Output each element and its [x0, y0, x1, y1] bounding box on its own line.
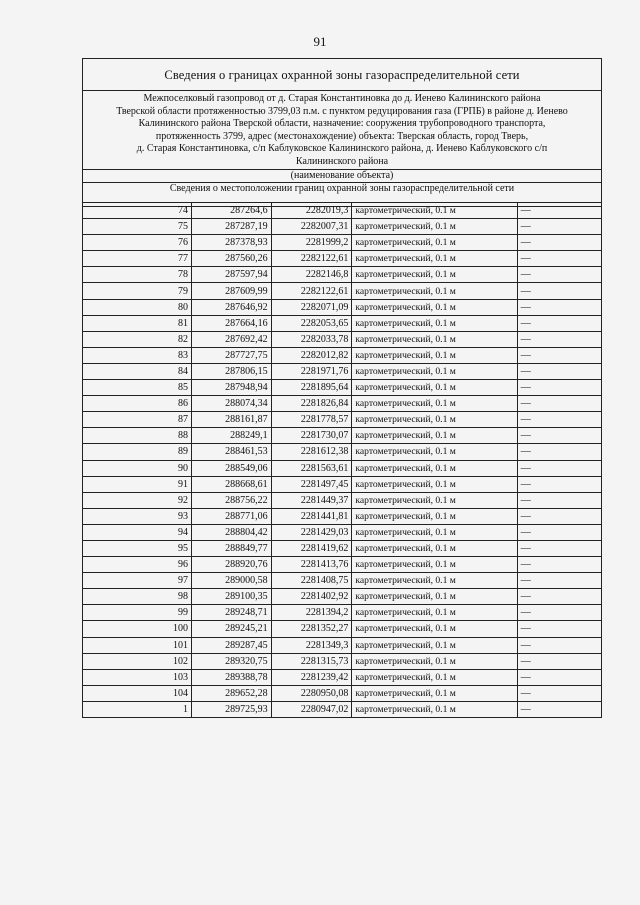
coord-y: 2281441,81 [271, 508, 352, 524]
coord-x: 287692,42 [192, 331, 272, 347]
point-number: 87 [83, 412, 192, 428]
method-cell: картометрический, 0.1 м [352, 219, 517, 235]
table-row [83, 460, 602, 476]
method-cell: картометрический, 0.1 м [352, 283, 517, 299]
coord-y: 2282033,78 [271, 331, 352, 347]
description-cell: — [517, 444, 601, 460]
coord-y: 2281239,42 [271, 669, 352, 685]
table-row [83, 347, 602, 363]
point-number: 101 [83, 637, 192, 653]
point-number: 84 [83, 363, 192, 379]
table-row [83, 476, 602, 492]
table-row [83, 428, 602, 444]
description-cell: — [517, 412, 601, 428]
object-caption: (наименование объекта) [83, 170, 601, 183]
description-cell: — [517, 573, 601, 589]
coord-x: 288249,1 [192, 428, 272, 444]
table-row [83, 267, 602, 283]
method-cell: картометрический, 0.1 м [352, 299, 517, 315]
method-cell: картометрический, 0.1 м [352, 540, 517, 556]
table-row [83, 283, 602, 299]
table-row [83, 251, 602, 267]
method-cell: картометрический, 0.1 м [352, 557, 517, 573]
coord-y: 2281895,64 [271, 380, 352, 396]
method-cell: картометрический, 0.1 м [352, 428, 517, 444]
object-line: Межпоселковый газопровод от д. Старая Константиновка до д. Иенево Калининского района [143, 93, 541, 104]
coord-y: 2282019,3 [271, 203, 352, 219]
description-cell: — [517, 331, 601, 347]
method-cell: картометрический, 0.1 м [352, 235, 517, 251]
coord-x: 287597,94 [192, 267, 272, 283]
table-row [83, 363, 602, 379]
point-number: 104 [83, 685, 192, 701]
description-cell: — [517, 492, 601, 508]
coord-y: 2281429,03 [271, 524, 352, 540]
method-cell: картометрический, 0.1 м [352, 460, 517, 476]
method-cell: картометрический, 0.1 м [352, 444, 517, 460]
table-row [83, 557, 602, 573]
section-heading: Сведения о местоположении границ охранной зоны газораспределительной сети [83, 183, 601, 207]
point-number: 83 [83, 347, 192, 363]
coord-x: 289287,45 [192, 637, 272, 653]
table-row [83, 396, 602, 412]
table-row [83, 685, 602, 701]
table-row [83, 653, 602, 669]
description-cell: — [517, 363, 601, 379]
coord-y: 2282007,31 [271, 219, 352, 235]
coord-x: 289652,28 [192, 685, 272, 701]
point-number: 93 [83, 508, 192, 524]
description-cell: — [517, 219, 601, 235]
coord-y: 2281449,37 [271, 492, 352, 508]
table-row [83, 508, 602, 524]
method-cell: картометрический, 0.1 м [352, 685, 517, 701]
coord-x: 289388,78 [192, 669, 272, 685]
table-row [83, 669, 602, 685]
point-number: 102 [83, 653, 192, 669]
point-number: 79 [83, 283, 192, 299]
coord-y: 2281352,27 [271, 621, 352, 637]
description-cell: — [517, 508, 601, 524]
method-cell: картометрический, 0.1 м [352, 315, 517, 331]
description-cell: — [517, 203, 601, 219]
coord-x: 287806,15 [192, 363, 272, 379]
coord-x: 287264,6 [192, 203, 272, 219]
point-number: 94 [83, 524, 192, 540]
page-number: 91 [313, 34, 327, 49]
method-cell: картометрический, 0.1 м [352, 492, 517, 508]
coord-x: 289000,58 [192, 573, 272, 589]
coord-y: 2281778,57 [271, 412, 352, 428]
table-row [83, 315, 602, 331]
coord-y: 2282012,82 [271, 347, 352, 363]
table-row [83, 412, 602, 428]
point-number: 92 [83, 492, 192, 508]
description-cell: — [517, 396, 601, 412]
point-number: 78 [83, 267, 192, 283]
coord-x: 288461,53 [192, 444, 272, 460]
description-cell: — [517, 251, 601, 267]
coord-x: 287727,75 [192, 347, 272, 363]
description-cell: — [517, 428, 601, 444]
table-row [83, 235, 602, 251]
point-number: 86 [83, 396, 192, 412]
coord-y: 2280947,02 [271, 701, 352, 717]
coord-x: 288849,77 [192, 540, 272, 556]
method-cell: картометрический, 0.1 м [352, 380, 517, 396]
coord-y: 2282122,61 [271, 283, 352, 299]
coord-x: 288549,06 [192, 460, 272, 476]
table-row [83, 605, 602, 621]
table-row [83, 540, 602, 556]
method-cell: картометрический, 0.1 м [352, 589, 517, 605]
coord-x: 288074,34 [192, 396, 272, 412]
description-cell: — [517, 315, 601, 331]
coord-y: 2281612,38 [271, 444, 352, 460]
table-row [83, 492, 602, 508]
coord-y: 2281349,3 [271, 637, 352, 653]
table-row [83, 637, 602, 653]
coord-y: 2281730,07 [271, 428, 352, 444]
coord-y: 2282071,09 [271, 299, 352, 315]
table-row [83, 589, 602, 605]
coord-y: 2282122,61 [271, 251, 352, 267]
description-cell: — [517, 685, 601, 701]
coord-x: 288920,76 [192, 557, 272, 573]
point-number: 96 [83, 557, 192, 573]
method-cell: картометрический, 0.1 м [352, 669, 517, 685]
method-cell: картометрический, 0.1 м [352, 508, 517, 524]
description-cell: — [517, 605, 601, 621]
point-number: 95 [83, 540, 192, 556]
method-cell: картометрический, 0.1 м [352, 412, 517, 428]
table-row [83, 331, 602, 347]
description-cell: — [517, 637, 601, 653]
method-cell: картометрический, 0.1 м [352, 363, 517, 379]
point-number: 99 [83, 605, 192, 621]
coord-x: 288668,61 [192, 476, 272, 492]
coord-x: 287664,16 [192, 315, 272, 331]
description-cell: — [517, 701, 601, 717]
coord-x: 287948,94 [192, 380, 272, 396]
point-number: 81 [83, 315, 192, 331]
coord-x: 287646,92 [192, 299, 272, 315]
coord-y: 2282053,65 [271, 315, 352, 331]
coord-x: 289725,93 [192, 701, 272, 717]
description-cell: — [517, 460, 601, 476]
method-cell: картометрический, 0.1 м [352, 573, 517, 589]
coord-x: 287287,19 [192, 219, 272, 235]
point-number: 103 [83, 669, 192, 685]
method-cell: картометрический, 0.1 м [352, 653, 517, 669]
point-number: 75 [83, 219, 192, 235]
coord-y: 2281971,76 [271, 363, 352, 379]
description-cell: — [517, 589, 601, 605]
point-number: 97 [83, 573, 192, 589]
description-cell: — [517, 476, 601, 492]
table-row [83, 203, 602, 219]
coord-y: 2281315,73 [271, 653, 352, 669]
object-line: протяженность 3799, адрес (местонахождение) объекта: Тверская область, город Тверь, [155, 130, 529, 142]
point-number: 90 [83, 460, 192, 476]
coord-y: 2280950,08 [271, 685, 352, 701]
point-number: 89 [83, 444, 192, 460]
point-number: 88 [83, 428, 192, 444]
point-number: 80 [83, 299, 192, 315]
table-row [83, 444, 602, 460]
description-cell: — [517, 557, 601, 573]
description-cell: — [517, 653, 601, 669]
document-title: Сведения о границах охранной зоны газораспределительной сети [83, 59, 601, 91]
coord-x: 289100,35 [192, 589, 272, 605]
method-cell: картометрический, 0.1 м [352, 621, 517, 637]
coord-x: 287560,26 [192, 251, 272, 267]
point-number: 76 [83, 235, 192, 251]
coord-x: 288756,22 [192, 492, 272, 508]
object-line: д. Старая Константиновка, с/п Каблуковское Калининского района, д. Иенево Каблуковского с/п [136, 143, 548, 154]
method-cell: картометрический, 0.1 м [352, 331, 517, 347]
description-cell: — [517, 540, 601, 556]
description-cell: — [517, 380, 601, 396]
coord-y: 2281419,62 [271, 540, 352, 556]
coord-y: 2281413,76 [271, 557, 352, 573]
point-number: 82 [83, 331, 192, 347]
point-number: 74 [83, 203, 192, 219]
method-cell: картометрический, 0.1 м [352, 251, 517, 267]
description-cell: — [517, 299, 601, 315]
coord-y: 2282146,8 [271, 267, 352, 283]
coord-y: 2281999,2 [271, 235, 352, 251]
object-description [83, 91, 601, 170]
header-frame [82, 58, 602, 207]
table-row [83, 219, 602, 235]
table-row [83, 299, 602, 315]
table-row [83, 701, 602, 717]
description-cell: — [517, 235, 601, 251]
table-row [83, 573, 602, 589]
method-cell: картометрический, 0.1 м [352, 605, 517, 621]
table-row [83, 380, 602, 396]
coord-y: 2281497,45 [271, 476, 352, 492]
coord-x: 289245,21 [192, 621, 272, 637]
coord-x: 288771,06 [192, 508, 272, 524]
method-cell: картометрический, 0.1 м [352, 476, 517, 492]
coord-y: 2281826,84 [271, 396, 352, 412]
coord-x: 289320,75 [192, 653, 272, 669]
method-cell: картометрический, 0.1 м [352, 637, 517, 653]
point-number: 91 [83, 476, 192, 492]
coord-y: 2281408,75 [271, 573, 352, 589]
method-cell: картометрический, 0.1 м [352, 267, 517, 283]
point-number: 85 [83, 380, 192, 396]
method-cell: картометрический, 0.1 м [352, 203, 517, 219]
coord-y: 2281402,92 [271, 589, 352, 605]
description-cell: — [517, 347, 601, 363]
coord-y: 2281394,2 [271, 605, 352, 621]
point-number: 100 [83, 621, 192, 637]
description-cell: — [517, 267, 601, 283]
point-number: 77 [83, 251, 192, 267]
description-cell: — [517, 524, 601, 540]
object-line: Калининского района [295, 155, 389, 167]
coord-x: 288161,87 [192, 412, 272, 428]
method-cell: картометрический, 0.1 м [352, 347, 517, 363]
table-row [83, 621, 602, 637]
object-line: Калининского района Тверской области, назначение: сооружения трубопроводного транспорта, [138, 118, 546, 129]
object-line: Тверской области протяженностью 3799,03 п.м. с пунктом редуцирования газа (ГРПБ) в районе д. Иенево [116, 105, 568, 117]
method-cell: картометрический, 0.1 м [352, 396, 517, 412]
point-number: 98 [83, 589, 192, 605]
method-cell: картометрический, 0.1 м [352, 701, 517, 717]
description-cell: — [517, 283, 601, 299]
coordinates-table [82, 202, 602, 718]
coord-x: 289248,71 [192, 605, 272, 621]
coord-y: 2281563,61 [271, 460, 352, 476]
coord-x: 288804,42 [192, 524, 272, 540]
coord-x: 287609,99 [192, 283, 272, 299]
table-row [83, 524, 602, 540]
coord-x: 287378,93 [192, 235, 272, 251]
point-number: 1 [83, 701, 192, 717]
description-cell: — [517, 621, 601, 637]
description-cell: — [517, 669, 601, 685]
method-cell: картометрический, 0.1 м [352, 524, 517, 540]
